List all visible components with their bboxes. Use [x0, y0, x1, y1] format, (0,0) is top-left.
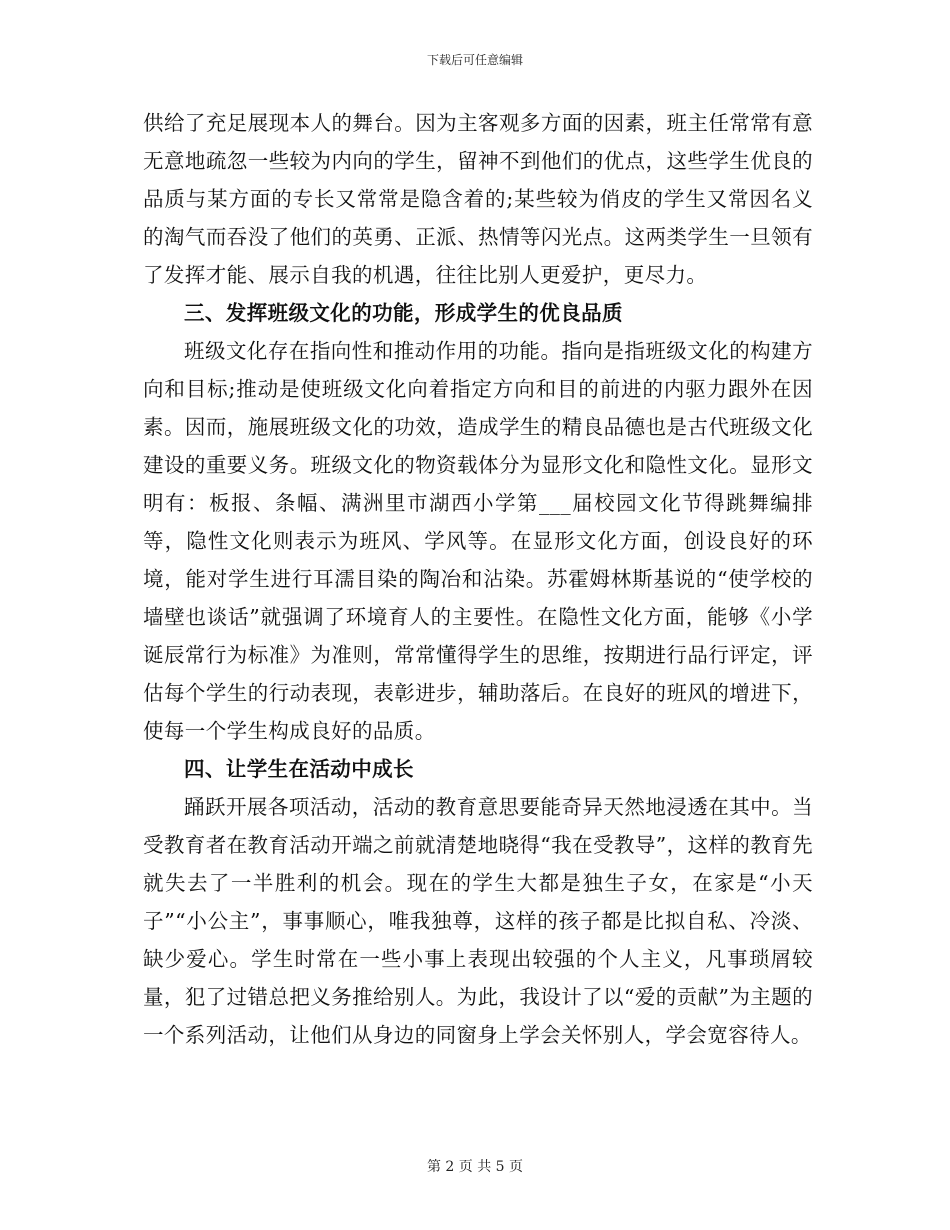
page-number: 第 2 页 共 5 页 [426, 1159, 524, 1175]
document-body [143, 104, 813, 1054]
page-header: 下载后可任意编辑 [426, 53, 523, 67]
section-heading-4: 四、让学生在活动中成长 [184, 757, 414, 781]
paragraph-continuation: 供给了充足展现本人的舞台。因为主客观多方面的因素，班主任常常有意无意地疏忽一些较为内向的学生，留神不到他们的优点，这些学生优良的品质与某方面的专长又常常是隐含着的;某些较为俏皮的学生又常因名义的淘气而吞没了他们的英勇、正派、热情等闪光点。这两类学生一旦领有了发挥才能、展示自我的机遇，往往比别人更爱护，更尽力。 [143, 111, 813, 287]
section-heading-3: 三、发挥班级文化的功能，形成学生的优良品质 [184, 301, 623, 325]
paragraph-class-culture: 班级文化存在指向性和推动作用的功能。指向是指班级文化的构建方向和目标;推动是使班级文化向着指定方向和目的前进的内驱力跟外在因素。因而，施展班级文化的功效，造成学生的精良品德也是古代班级文化建设的重要义务。班级文化的物资载体分为显形文化和隐性文化。显形文明有：板报、条幅、满洲里市湖西小学第___届校园文化节得跳舞编排等，隐性文化则表示为班风、学风等。在显形文化方面，创设良好的环境，能对学生进行耳濡目染的陶冶和沾染。苏霍姆林斯基说的“使学校的墙壁也谈话”就强调了环境育人的主要性。在隐性文化方面，能够《小学诞辰常行为标准》为准则，常常懂得学生的思维，按期进行品行评定，评估每个学生的行动表现，表彰进步，辅助落后。在良好的班风的增进下，使每一个学生构成良好的品质。 [143, 339, 813, 743]
paragraph-activities: 踊跃开展各项活动，活动的教育意思要能奇异天然地浸透在其中。当受教育者在教育活动开端之前就清楚地晓得“我在受教导”，这样的教育先就失去了一半胜利的机会。现在的学生大都是独生子女，在家是“小天子”“小公主”，事事顺心，唯我独尊，这样的孩子都是比拟自私、冷淡、缺少爱心。学生时常在一些小事上表现出较强的个人主义，凡事琐屑较量，犯了过错总把义务推给别人。为此，我设计了以“爱的贡献”为主题的一个系列活动，让他们从身边的同窗身上学会关怀别人，学会宽容待人。 [143, 795, 813, 1047]
